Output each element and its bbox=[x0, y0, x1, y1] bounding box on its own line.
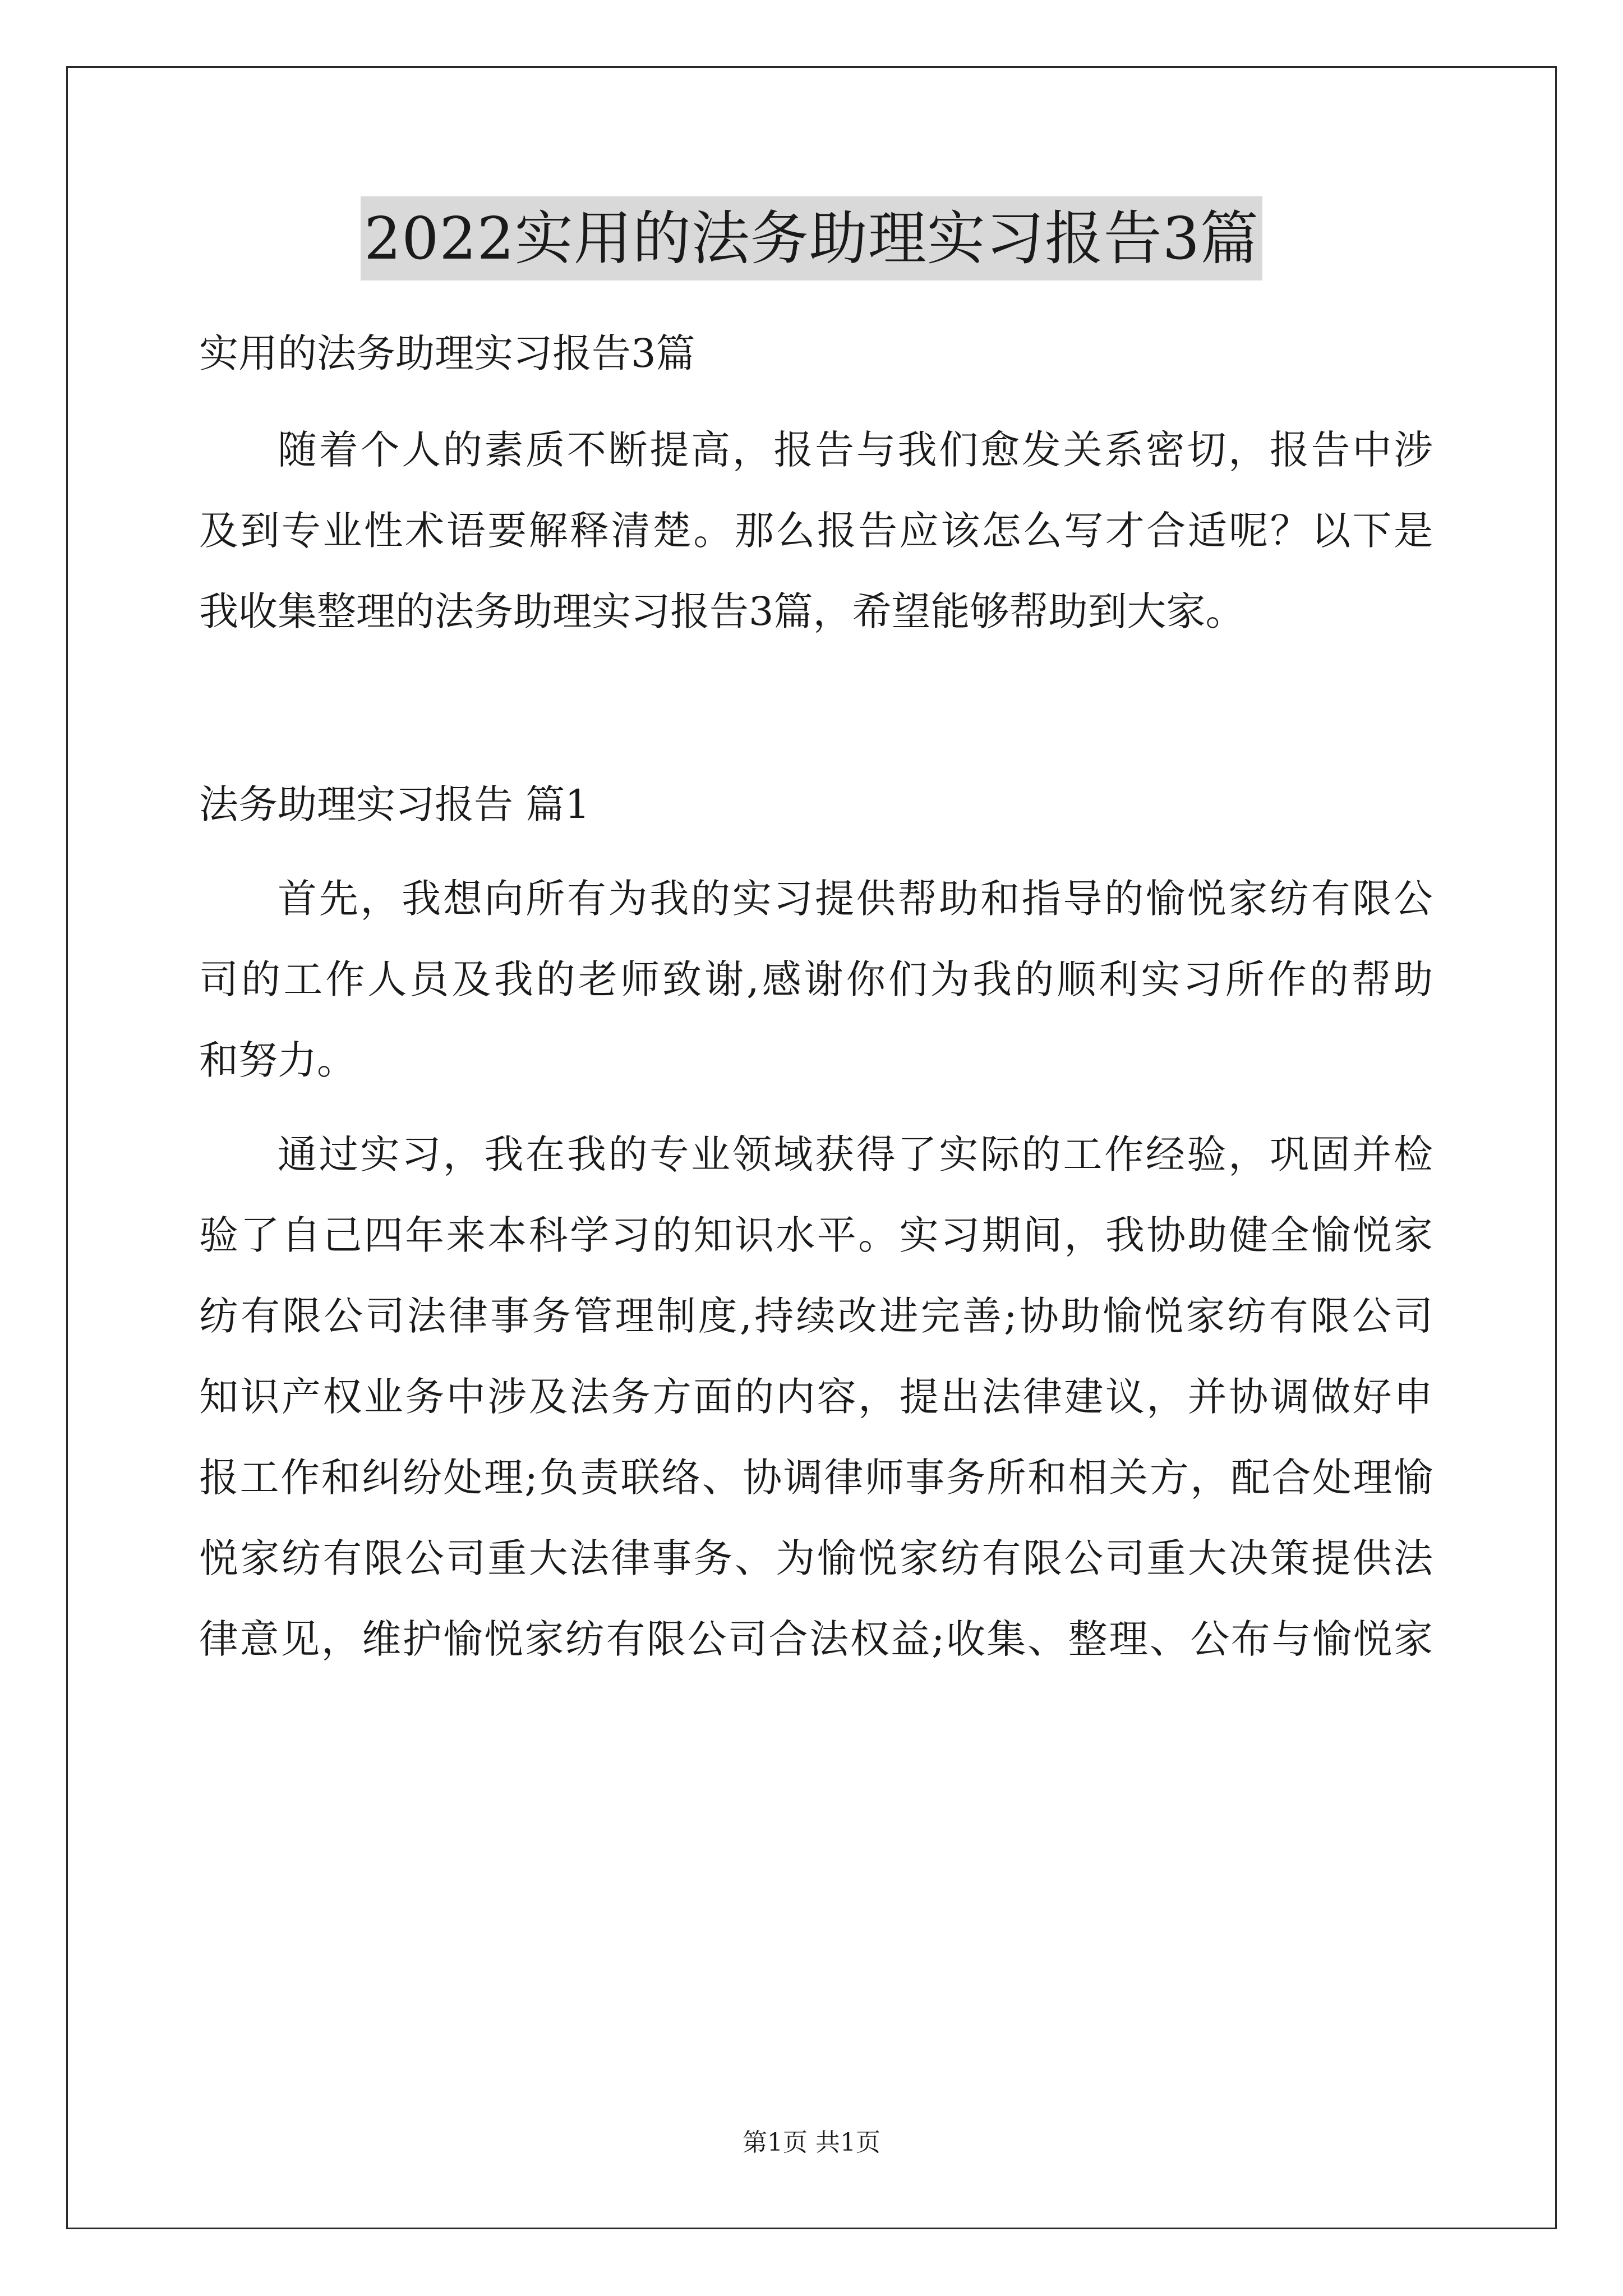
paragraph-line: 随着个人的素质不断提高，报告与我们愈发关系密切，报告中涉 bbox=[278, 427, 1433, 473]
spacer bbox=[199, 652, 1433, 764]
title-block bbox=[0, 196, 1623, 280]
paragraph-line: 律意见，维护愉悦家纺有限公司合法权益;收集、整理、公布与愉悦家 bbox=[199, 1616, 1433, 1662]
spacer bbox=[199, 1101, 1433, 1114]
intro-paragraph bbox=[199, 409, 1433, 652]
paragraph-line: 和努力。 bbox=[199, 1037, 356, 1083]
paragraph-2 bbox=[199, 1114, 1433, 1680]
paragraph-line: 报工作和纠纷处理;负责联络、协调律师事务所和相关方，配合处理愉 bbox=[199, 1455, 1433, 1501]
spacer bbox=[199, 394, 1433, 409]
document-subtitle: 实用的法务助理实习报告3篇 bbox=[199, 330, 695, 376]
paragraph-line: 首先，我想向所有为我的实习提供帮助和指导的愉悦家纺有限公 bbox=[278, 876, 1433, 922]
page-footer: 第1页 共1页 bbox=[743, 2128, 880, 2157]
paragraph-line: 我收集整理的法务助理实习报告3篇，希望能够帮助到大家。 bbox=[199, 588, 1245, 634]
paragraph-1 bbox=[199, 858, 1433, 1101]
paragraph-line: 纺有限公司法律事务管理制度,持续改进完善;协助愉悦家纺有限公司 bbox=[199, 1293, 1433, 1339]
paragraph-line: 验了自己四年来本科学习的知识水平。实习期间，我协助健全愉悦家 bbox=[199, 1212, 1433, 1258]
paragraph-line: 通过实习，我在我的专业领域获得了实际的工作经验，巩固并检 bbox=[278, 1131, 1433, 1177]
paragraph-line: 知识产权业务中涉及法务方面的内容，提出法律建议，并协调做好申 bbox=[199, 1374, 1433, 1420]
spacer bbox=[199, 845, 1433, 858]
paragraph-line: 悦家纺有限公司重大法律事务、为愉悦家纺有限公司重大决策提供法 bbox=[199, 1535, 1433, 1581]
document-title: 2022实用的法务助理实习报告3篇 bbox=[361, 196, 1262, 280]
paragraph-line: 司的工作人员及我的老师致谢,感谢你们为我的顺利实习所作的帮助 bbox=[199, 956, 1433, 1002]
section-heading: 法务助理实习报告 篇1 bbox=[199, 781, 590, 827]
document-body bbox=[199, 313, 1433, 1680]
paragraph-line: 及到专业性术语要解释清楚。那么报告应该怎么写才合适呢？以下是 bbox=[199, 508, 1433, 554]
